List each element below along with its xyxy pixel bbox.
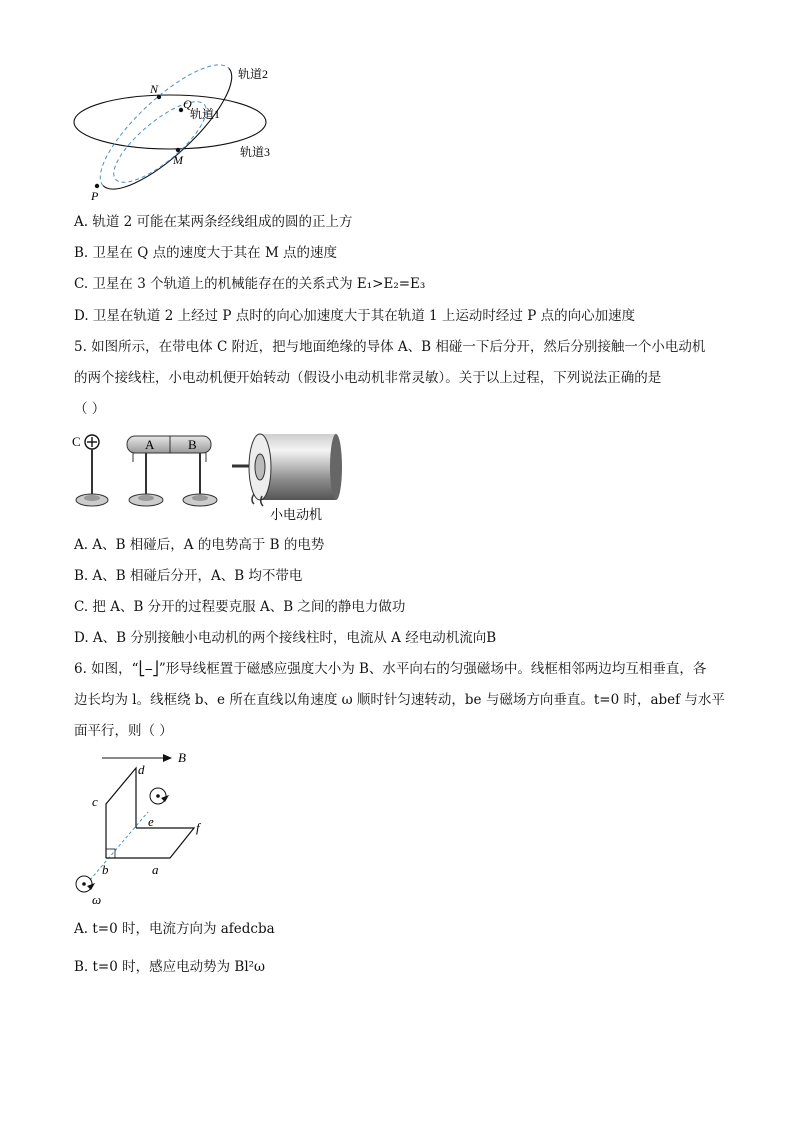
label-b: b bbox=[102, 862, 109, 877]
label-e: e bbox=[148, 814, 154, 829]
label-M: M bbox=[173, 153, 183, 167]
point-P bbox=[95, 184, 99, 188]
label-orbit-2: 轨道2 bbox=[238, 67, 269, 81]
q5-stem-line-1: 5. 如图所示，在带电体 C 附近，把与地面绝缘的导体 A、B 相碰一下后分开，然后分别接触一个小电动机 bbox=[74, 339, 706, 355]
label-orbit-1: 轨道1 bbox=[190, 107, 221, 121]
label-N: N bbox=[150, 82, 159, 96]
small-motor bbox=[232, 434, 342, 506]
wire-frame-figure bbox=[62, 746, 232, 908]
label-C: C bbox=[72, 434, 81, 449]
label-c: c bbox=[92, 794, 98, 809]
q6-option-a: A. t=0 时，电流方向为 afedcba bbox=[74, 921, 275, 937]
label-orbit-3: 轨道3 bbox=[240, 145, 271, 159]
orbit-1 bbox=[103, 89, 221, 194]
label-d: d bbox=[138, 762, 145, 777]
q6-stem-line-2: 边长均为 l。线框绕 b、e 所在直线以角速度 ω 顺时针匀速转动，be 与磁场方向垂直。t=0 时，abef 与水平 bbox=[74, 692, 725, 708]
q6-stem-line-1: 6. 如图，“⎣⎯⎦”形导线框置于磁感应强度大小为 B、水平向右的匀强磁场中。线框相邻两边均互相垂直，各 bbox=[74, 661, 707, 677]
rotation-axis bbox=[90, 812, 148, 880]
q5-option-d: D. A、B 分别接触小电动机的两个接线柱时，电流从 A 经电动机流向B bbox=[74, 630, 497, 646]
frame-vertical-face bbox=[106, 768, 136, 858]
q4-option-b: B. 卫星在 Q 点的速度大于其在 M 点的速度 bbox=[74, 245, 338, 261]
label-B-field: B bbox=[178, 750, 186, 765]
q5-option-b: B. A、B 相碰后分开，A、B 均不带电 bbox=[74, 568, 303, 584]
electrostatics-figure bbox=[70, 428, 350, 524]
conductor-AB bbox=[127, 436, 211, 453]
point-M bbox=[176, 148, 180, 152]
orbit-2-solid bbox=[103, 68, 248, 204]
label-a: a bbox=[152, 862, 159, 877]
q6-option-b: B. t=0 时，感应电动势为 Bl²ω bbox=[74, 959, 266, 975]
label-A: A bbox=[145, 437, 155, 452]
frame-horizontal-face bbox=[106, 828, 194, 858]
label-P: P bbox=[91, 189, 99, 203]
q6-stem-line-3: 面平行，则（ ） bbox=[74, 723, 173, 739]
label-B: B bbox=[188, 437, 197, 452]
q5-stem-line-3: （ ） bbox=[74, 401, 106, 417]
q4-option-d: D. 卫星在轨道 2 上经过 P 点时的向心加速度大于其在轨道 1 上运动时经过 P 点的向心加速度 bbox=[74, 308, 636, 324]
orbit-figure bbox=[60, 62, 300, 204]
label-omega: ω bbox=[92, 892, 102, 907]
q4-option-c: C. 卫星在 3 个轨道上的机械能存在的关系式为 E₁>E₂=E₃ bbox=[74, 276, 426, 292]
q5-option-c: C. 把 A、B 分开的过程要克服 A、B 之间的静电力做功 bbox=[74, 599, 406, 615]
q5-stem-line-2: 的两个接线柱，小电动机便开始转动（假设小电动机非常灵敏）。关于以上过程，下列说法正确的是 bbox=[74, 370, 662, 386]
q5-option-a: A. A、B 相碰后，A 的电势高于 B 的电势 bbox=[74, 537, 325, 553]
orbit-3 bbox=[74, 95, 266, 149]
label-f: f bbox=[196, 820, 200, 835]
label-motor: 小电动机 bbox=[270, 507, 323, 522]
label-Q: Q bbox=[183, 97, 192, 111]
q4-option-a: A. 轨道 2 可能在某两条经线组成的圆的正上方 bbox=[74, 214, 353, 230]
